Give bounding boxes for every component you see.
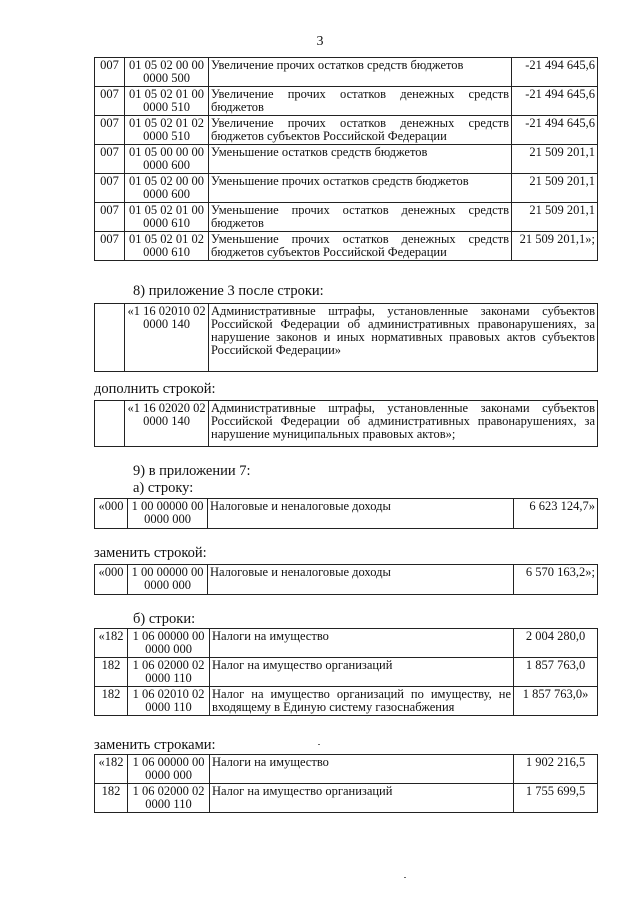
admin-code-cell [95,304,125,372]
add-row-caption: дополнить строкой: [94,381,216,397]
budget-code-cell: 01 05 00 00 00 0000 600 [125,145,209,174]
amount-cell: 2 004 280,0 [514,629,598,658]
description-cell: Административные штрафы, установленные законами субъектов Российской Федерации об административных правонарушениях, за нарушение муниципальных правовых актов»; [209,401,598,447]
scan-speck [404,877,406,878]
admin-code-cell: 182 [95,658,128,687]
description-cell: Налог на имущество организаций по имуществу, не входящему в Единую систему газоснабжения [210,687,514,716]
appendix3-original-row-table [94,303,598,372]
admin-code-cell: 182 [95,687,128,716]
budget-code-cell: 1 06 00000 00 0000 000 [128,629,210,658]
table-row [95,499,598,529]
appendix7-original-property-table [94,628,598,716]
table-row [95,755,598,784]
admin-code-cell: 182 [95,784,128,813]
table-row [95,565,598,595]
description-cell: Налоги на имущество [210,629,514,658]
amount-cell: 21 509 201,1 [512,174,598,203]
table-row [95,401,598,447]
page-number: 3 [316,34,324,49]
budget-code-cell: 01 05 02 00 00 0000 500 [125,58,209,87]
amount-cell: 21 509 201,1 [512,145,598,174]
amount-cell: 21 509 201,1»; [512,232,598,261]
budget-code-cell: 1 06 02000 02 0000 110 [128,784,210,813]
amount-cell: -21 494 645,6 [512,87,598,116]
budget-code-cell: 1 00 00000 00 0000 000 [128,565,208,595]
amount-cell: 6 623 124,7» [514,499,598,529]
replace-row-caption: заменить строкой: [94,545,207,561]
budget-code-cell: 1 06 02010 02 0000 110 [128,687,210,716]
description-cell: Административные штрафы, установленные законами субъектов Российской Федерации об административных правонарушениях, за нарушение законов и иных нормативных правовых актов субъектов Российской Федерации» [209,304,598,372]
description-cell: Налог на имущество организаций [210,658,514,687]
appendix7-original-revenue-table [94,498,598,529]
admin-code-cell: 007 [95,145,125,174]
admin-code-cell: 007 [95,203,125,232]
amount-cell: 1 857 763,0 [514,658,598,687]
amount-cell: 21 509 201,1 [512,203,598,232]
admin-code-cell: «000 [95,499,128,529]
section-8-caption: 8) приложение 3 после строки: [133,283,324,299]
description-cell: Налоги на имущество [210,755,514,784]
amount-cell: 6 570 163,2»; [514,565,598,595]
admin-code-cell [95,401,125,447]
amount-cell: -21 494 645,6 [512,116,598,145]
table-row [95,145,598,174]
description-cell: Налоговые и неналоговые доходы [208,565,514,595]
amount-cell: -21 494 645,6 [512,58,598,87]
description-cell: Налоговые и неналоговые доходы [208,499,514,529]
table-row [95,304,598,372]
admin-code-cell: 007 [95,58,125,87]
budget-code-cell: «1 16 02020 02 0000 140 [125,401,209,447]
amount-cell: 1 902 216,5 [514,755,598,784]
table-row [95,203,598,232]
description-cell: Налог на имущество организаций [210,784,514,813]
table-row [95,629,598,658]
budget-code-cell: 01 05 02 01 00 0000 610 [125,203,209,232]
table-row [95,87,598,116]
table-row [95,174,598,203]
amount-cell: 1 857 763,0» [514,687,598,716]
budget-code-cell: 01 05 02 00 00 0000 600 [125,174,209,203]
description-cell: Увеличение прочих остатков денежных средств бюджетов субъектов Российской Федерации [209,116,512,145]
table-row [95,58,598,87]
table-row [95,687,598,716]
replace-rows-caption: заменить строками: [94,737,216,753]
section-9-caption: 9) в приложении 7: [133,463,251,479]
admin-code-cell: «000 [95,565,128,595]
admin-code-cell: 007 [95,116,125,145]
admin-code-cell: 007 [95,87,125,116]
budget-code-cell: «1 16 02010 02 0000 140 [125,304,209,372]
table-row [95,784,598,813]
amount-cell: 1 755 699,5 [514,784,598,813]
description-cell: Уменьшение прочих остатков денежных средств бюджетов субъектов Российской Федерации [209,232,512,261]
budget-code-cell: 1 06 00000 00 0000 000 [128,755,210,784]
admin-code-cell: «182 [95,755,128,784]
budget-code-cell: 1 06 02000 02 0000 110 [128,658,210,687]
section-9b-caption: б) строки: [133,611,196,627]
table-row [95,658,598,687]
description-cell: Увеличение прочих остатков денежных средств бюджетов [209,87,512,116]
admin-code-cell: 007 [95,232,125,261]
description-cell: Увеличение прочих остатков средств бюджетов [209,58,512,87]
description-cell: Уменьшение прочих остатков средств бюджетов [209,174,512,203]
budget-code-cell: 1 00 00000 00 0000 000 [128,499,208,529]
budget-code-cell: 01 05 02 01 02 0000 510 [125,116,209,145]
description-cell: Уменьшение прочих остатков денежных средств бюджетов [209,203,512,232]
section-9a-caption: а) строку: [133,480,194,496]
admin-code-cell: 007 [95,174,125,203]
admin-code-cell: «182 [95,629,128,658]
sources-table [94,57,598,261]
appendix3-added-row-table [94,400,598,447]
appendix7-replacement-revenue-table [94,564,598,595]
budget-code-cell: 01 05 02 01 00 0000 510 [125,87,209,116]
budget-code-cell: 01 05 02 01 02 0000 610 [125,232,209,261]
table-row [95,116,598,145]
scan-speck [318,744,320,745]
table-row [95,232,598,261]
appendix7-replacement-property-table [94,754,598,813]
description-cell: Уменьшение остатков средств бюджетов [209,145,512,174]
